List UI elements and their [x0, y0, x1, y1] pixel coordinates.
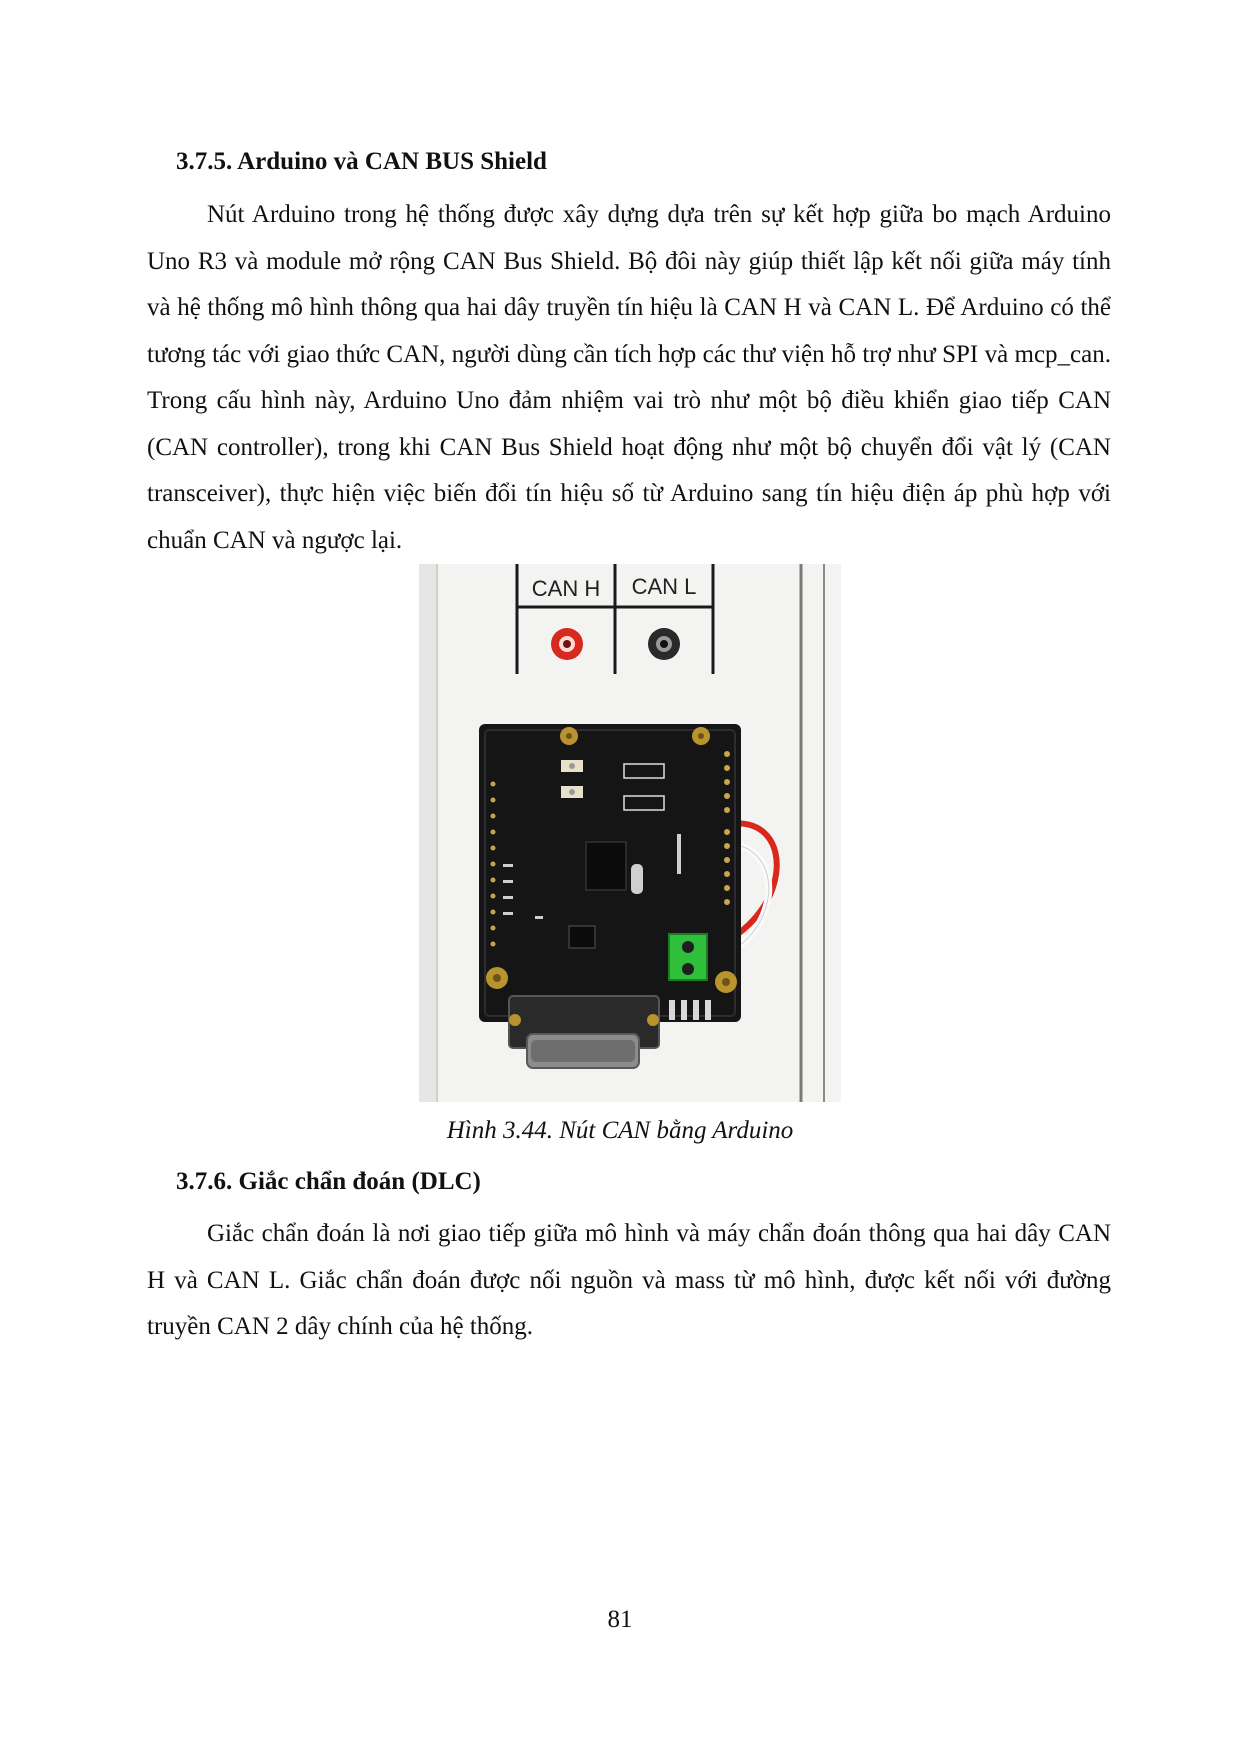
- section-heading-dlc: 3.7.6. Giắc chẩn đoán (DLC): [176, 1168, 481, 1195]
- can-bus-shield-board: [479, 724, 741, 1022]
- can-h-label: CAN H: [531, 576, 601, 601]
- can-l-socket: [648, 628, 680, 660]
- figure-caption: Hình 3.44. Nút CAN bằng Arduino: [446, 1117, 794, 1144]
- paragraph-dlc-description: Giắc chẩn đoán là nơi giao tiếp giữa mô hình và máy chẩn đoán thông qua hai dây CAN H và CAN L. Giắc chẩn đoán được nối nguồn và mass từ mô hình, được kết nối với đường truyền CAN 2 dây chính của hệ thống.: [147, 1220, 1111, 1340]
- paragraph-arduino-description: Nút Arduino trong hệ thống được xây dựng dựa trên sự kết hợp giữa bo mạch Arduino Uno R3 và module mở rộng CAN Bus Shield. Bộ đôi này giúp thiết lập kết nối giữa máy tính và hệ thống mô hình thông qua hai dây truyền tín hiệu là CAN H và CAN L. Để Arduino có thể tương tác với giao thức CAN, người dùng cần tích hợp các thư viện hỗ trợ như SPI và mcp_can. Trong cấu hình này, Arduino Uno đảm nhiệm vai trò như một bộ điều khiển giao tiếp CAN (CAN controller), trong khi CAN Bus Shield hoạt động như một bộ chuyển đổi vật lý (CAN transceiver), thực hiện việc biến đổi tín hiệu số từ Arduino sang tín hiệu điện áp phù hợp với chuẩn CAN và ngược lại.: [147, 201, 1111, 554]
- db9-connector: [509, 996, 659, 1068]
- figure-arduino-can-node-photo: [419, 564, 841, 1102]
- can-l-label: CAN L: [631, 574, 697, 599]
- section-heading-arduino-can-bus-shield: 3.7.5. Arduino và CAN BUS Shield: [176, 148, 547, 175]
- page-number: 81: [607, 1606, 633, 1633]
- can-h-socket: [551, 628, 583, 660]
